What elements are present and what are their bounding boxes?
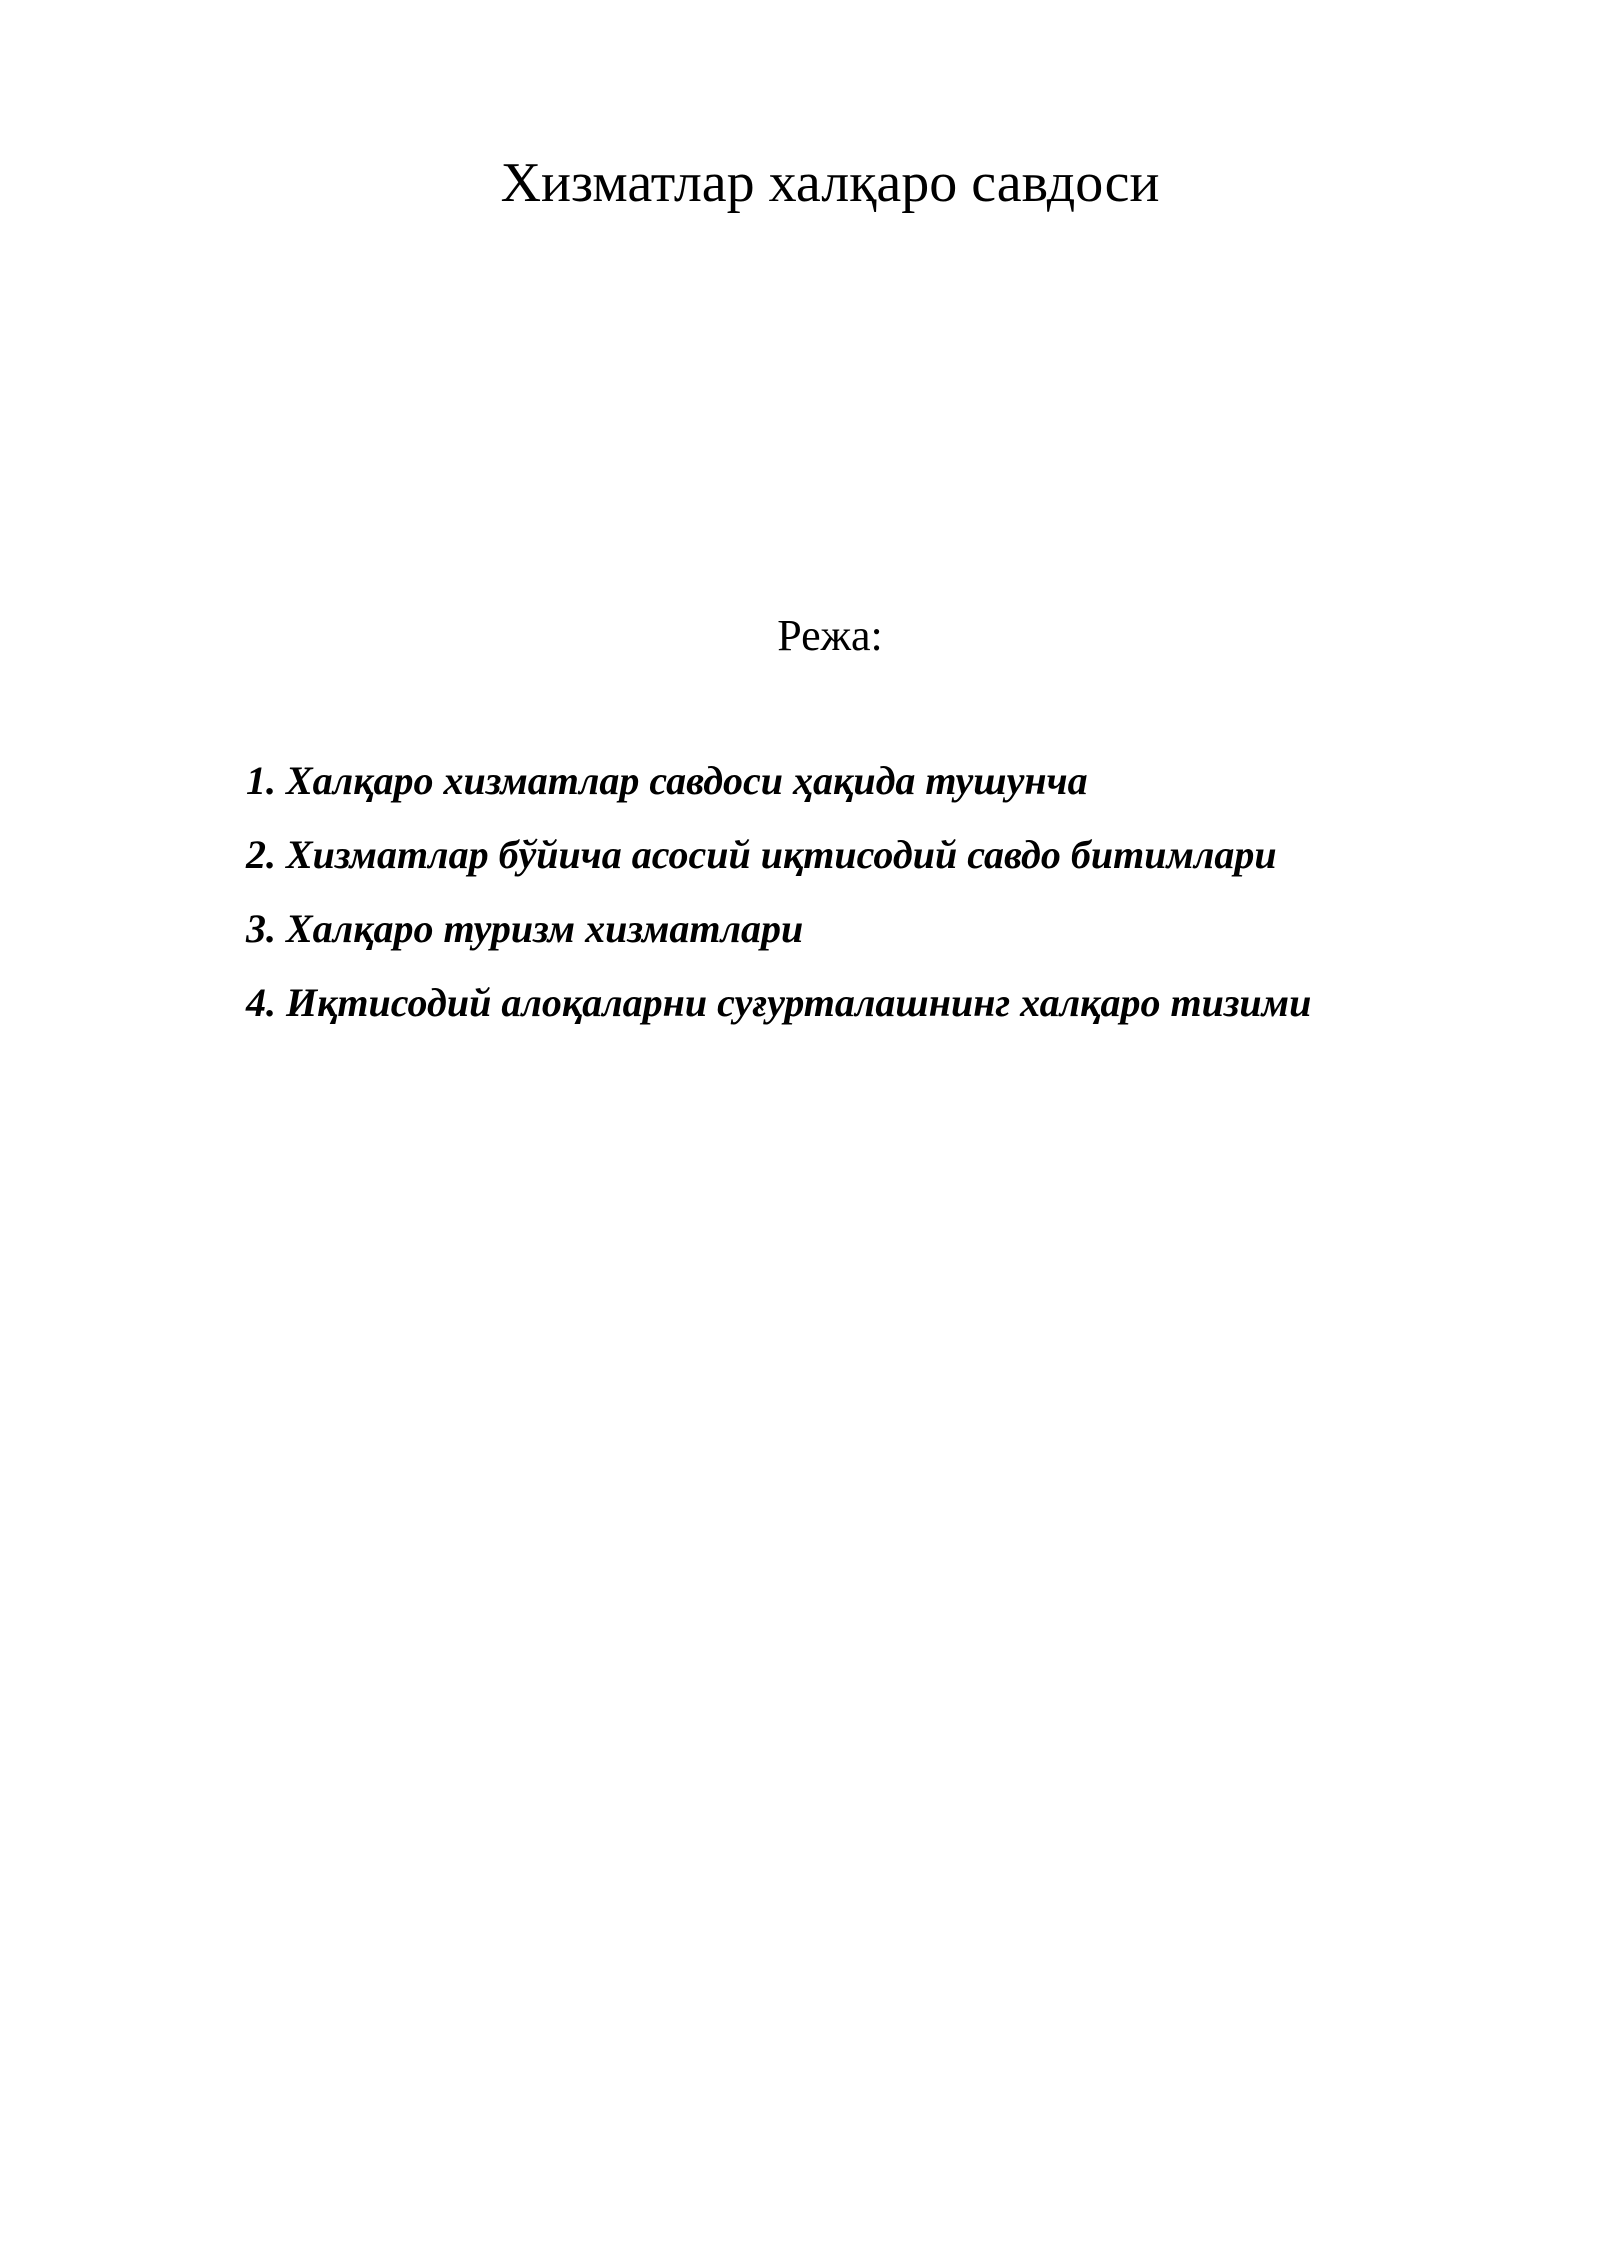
plan-item: 2. Хизматлар бўйича асосий иқтисодий савдо битимлари [246, 832, 1277, 877]
plan-heading: Режа: [777, 611, 883, 660]
plan-item: 4. Иқтисодий алоқаларни суғурталашнинг халқаро тизими [246, 980, 1312, 1025]
plan-item: 1. Халқаро хизматлар савдоси ҳақида тушунча [246, 758, 1088, 803]
plan-list [246, 756, 1546, 1052]
document-title: Хизматлар халқаро савдоси [500, 152, 1160, 214]
plan-item: 3. Халқаро туризм хизматлари [246, 906, 804, 951]
